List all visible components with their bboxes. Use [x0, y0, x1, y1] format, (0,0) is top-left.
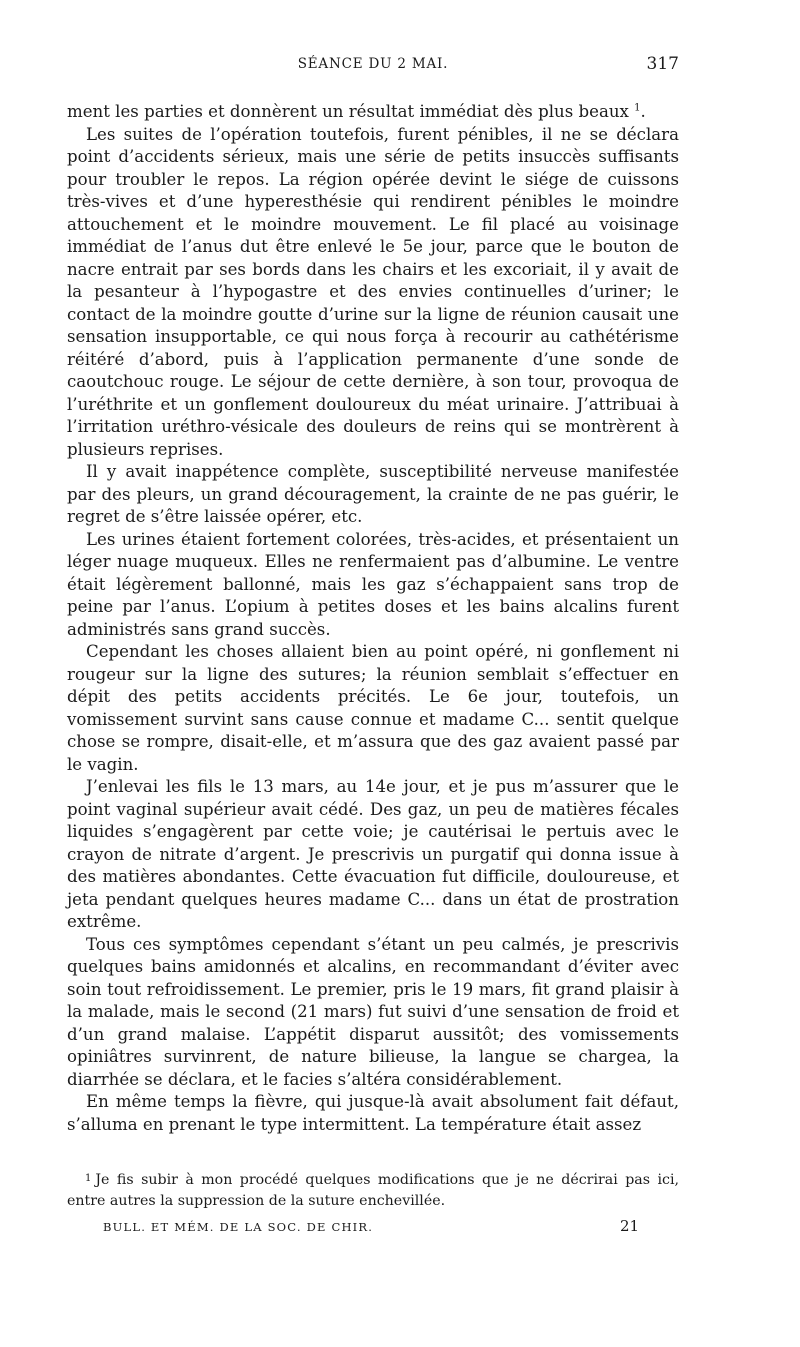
- paragraph: En même temps la fièvre, qui jusque-là avait absolument fait défaut, s’alluma en prenant le type intermittent. La température était assez: [67, 1092, 679, 1134]
- paragraph: Les urines étaient fortement colorées, très-acides, et présentaient un léger nuage muqueux. Elles ne renfermaient pas d’albumine. Le ventre était légèrement ballonné, mais les gaz s’échappaient sans trop de peine par l’anus. L’opium à petites doses et les bains alcalins furent administrés sans grand succès.: [67, 529, 679, 639]
- footnote: [67, 1168, 679, 1212]
- footnote-mark: 1: [85, 1173, 92, 1184]
- running-title: SÉANCE DU 2 MAI.: [297, 56, 449, 72]
- paragraph: [67, 101, 679, 124]
- footnote-reference: 1: [634, 102, 641, 114]
- paragraph: Tous ces symptômes cependant s’étant un peu calmés, je prescrivis quelques bains amidonnés et alcalins, en recommandant d’éviter avec soin tout refroidissement. Le premier, pris le 19 mars, fit grand plaisir à la malade, mais le second (21 mars) fut suivi d’une sensation de froid et d’un grand malaise. L’appétit disparut aussitôt; des vomissements opiniâtres survinrent, de nature bilieuse, la langue se chargea, la diarrhée se déclara, et le facies s’altéra considérablement.: [67, 934, 679, 1089]
- paragraph: J’enlevai les fils le 13 mars, au 14e jour, et je pus m’assurer que le point vaginal supérieur avait cédé. Des gaz, un peu de matières fécales liquides s’engagèrent par cette voie; je cautérisai le pertuis avec le crayon de nitrate d’argent. Je prescrivis un purgatif qui donna issue à des matières abondantes. Cette évacuation fut difficile, douloureuse, et jeta pendant quelques heures madame C... dans un état de prostration extrême.: [67, 777, 679, 931]
- page-footer: [67, 1217, 679, 1239]
- page-header: [67, 54, 679, 80]
- journal-name: BULL. ET MÉM. DE LA SOC. DE CHIR.: [103, 1220, 374, 1234]
- page-number: 317: [646, 54, 679, 74]
- signature-mark: 21: [620, 1217, 640, 1235]
- paragraph-end: .: [640, 102, 646, 121]
- body-text: [67, 101, 679, 1136]
- paragraph-text: ment les parties et donnèrent un résultat immédiat dès plus beaux: [67, 102, 629, 121]
- footnote-text: Je fis subir à mon procédé quelques modifications que je ne décrirai pas ici, entre autres la suppression de la suture enchevillée.: [67, 1172, 679, 1209]
- paragraph: Les suites de l’opération toutefois, furent pénibles, il ne se déclara point d’accidents sérieux, mais une série de petits insuccès suffisants pour troubler le repos. La région opérée devint le siége de cuissons très-vives et d’une hyperesthésie qui rendirent pénibles le moindre attouchement et le moindre mouvement. Le fil placé au voisinage immédiat de l’anus dut être enlevé le 5e jour, parce que le bouton de nacre entrait par ses bords dans les chairs et les excoriait, il y avait de la pesanteur à l’hypogastre et des envies continuelles d’uriner; le contact de la moindre goutte d’urine sur la ligne de réunion causait une sensation insupportable, ce qui nous força à recourir au cathétérisme réitéré d’abord, puis à l’application permanente d’une sonde de caoutchouc rouge. Le séjour de cette dernière, à son tour, provoqua de l’uréthrite et un gonflement douloureux du méat urinaire. J’attribuai à l’irritation uréthro-vésicale des douleurs de reins qui se montrèrent à plusieurs reprises.: [67, 124, 679, 459]
- paragraph: Il y avait inappétence complète, susceptibilité nerveuse manifestée par des pleurs, un grand découragement, la crainte de ne pas guérir, le regret de s’être laissée opérer, etc.: [67, 462, 679, 526]
- paragraph: Cependant les choses allaient bien au point opéré, ni gonflement ni rougeur sur la ligne des sutures; la réunion semblait s’effectuer en dépit des petits accidents précités. Le 6e jour, toutefois, un vomissement survint sans cause connue et madame C... sentit quelque chose se rompre, disait-elle, et m’assura que des gaz avaient passé par le vagin.: [67, 642, 679, 774]
